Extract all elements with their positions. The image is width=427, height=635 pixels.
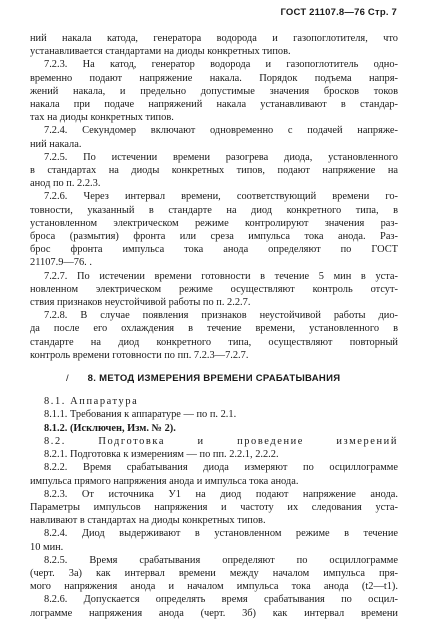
text-line: товности, указанный в стандарте на диод конкретного типа, в xyxy=(30,204,398,216)
text-line: мого напряжения анода и началом импульса тока анода (t2—t1). xyxy=(30,581,398,593)
text-line: 7.2.4. Секундомер включают одновременно с подачей напряже- xyxy=(44,125,398,137)
text-line: новленном электрическом режиме осуществляют контроль отсут- xyxy=(30,283,398,295)
text-line: 7.2.5. По истечении времени разогрева диода, установленного xyxy=(44,151,398,163)
text-line: 8.2.3. От источника У1 на диод подают напряжение анода. xyxy=(44,488,398,500)
text-line: жений накала, и предельно допустимые значения бросков токов xyxy=(30,85,398,97)
document-body xyxy=(30,32,398,620)
text-line: Параметры импульсов напряжения и частоту их следования уста- xyxy=(30,501,398,513)
text-line: броса (размытия) фронта или среза импульса тока анода. Раз- xyxy=(30,231,398,243)
text-line: тах на диоды конкретных типов. xyxy=(30,112,174,124)
text-line: 8.1.1. Требования к аппаратуре — по п. 2.1. xyxy=(44,409,237,421)
text-line: 8.2.2. Время срабатывания диода измеряют по осциллограмме xyxy=(44,462,398,474)
text-line: 8.2.4. Диод выдерживают в установленном режиме в течение xyxy=(44,528,398,540)
text-line: 8.1.2. (Исключен, Изм. № 2). xyxy=(44,422,176,434)
text-line: 7.2.6. Через интервал времени, соответствующий времени го- xyxy=(44,191,398,203)
section-title xyxy=(30,372,398,385)
text-line: 7.2.3. На катод, генератор водорода и газопоглотитель одно- xyxy=(44,59,398,71)
text-line: 8.2. Подготовка и проведение измерений xyxy=(44,435,398,447)
text-line: импульса прямого напряжения анода и импульса тока анода. xyxy=(30,475,299,487)
text-line: в стандартах на диоды конкретных типов, подают напряжение на xyxy=(30,165,398,177)
text-line: 7.2.7. По истечении времени готовности в течение 5 мин в уста- xyxy=(44,270,398,282)
text-line: устанавливается стандартами на диоды конкретных типов. xyxy=(30,46,291,58)
text-line: стандарте на диод конкретного типа, осуществляют повторный xyxy=(30,336,398,348)
text-line: ний накала. xyxy=(30,138,82,150)
text-line: контроль времени готовности по пп. 7.2.3—7.2.7. xyxy=(30,349,249,361)
text-line: 8.2.1. Подготовка к измерениям — по пп. 2.2.1, 2.2.2. xyxy=(44,449,279,461)
margin-mark: / xyxy=(66,373,69,385)
text-line: брос фронта импульса тока анода определяют по ГОСТ xyxy=(30,244,398,256)
text-line: 8.2.6. Допускается определять время срабатывания по осцил- xyxy=(44,594,398,606)
text-line: установленном электрическом режиме контролируют значения раз- xyxy=(30,217,398,229)
text-line: навливают в стандартах на диоды конкретных типов. xyxy=(30,515,266,527)
text-line: (черт. 3а) как интервал времени между началом импульса пря- xyxy=(30,567,398,579)
text-line: ствия признаков неустойчивой работы по п. 2.2.7. xyxy=(30,297,251,309)
page-header: ГОСТ 21107.8—76 Стр. 7 xyxy=(280,7,397,18)
text-line: ний накала катода, генератора водорода и газопоглотителя, что xyxy=(30,33,398,44)
text-line: временно подают напряжение накала. Порядок подъема напря- xyxy=(30,72,398,84)
text-line: лограмме напряжения анода (черт. 3б) как интервал времени xyxy=(30,607,398,619)
text-line: 8.1. Аппаратура xyxy=(44,396,139,408)
text-line: анод по п. 2.2.3. xyxy=(30,178,101,190)
text-line: да после его охлаждения в течение времени, установленного в xyxy=(30,323,398,335)
text-line: 8.2.5. Время срабатывания определяют по осциллограмме xyxy=(44,554,398,566)
text-line: 7.2.8. В случае появления признаков неустойчивой работы дио- xyxy=(44,310,398,322)
text-line: 10 мин. xyxy=(30,541,64,553)
text-line: 21107.9—76. . xyxy=(30,257,92,269)
section-title-text: 8. МЕТОД ИЗМЕРЕНИЯ ВРЕМЕНИ СРАБАТЫВАНИЯ xyxy=(87,373,341,385)
text-line: накала при подаче напряжений накала устанавливают в стандар- xyxy=(30,99,398,111)
